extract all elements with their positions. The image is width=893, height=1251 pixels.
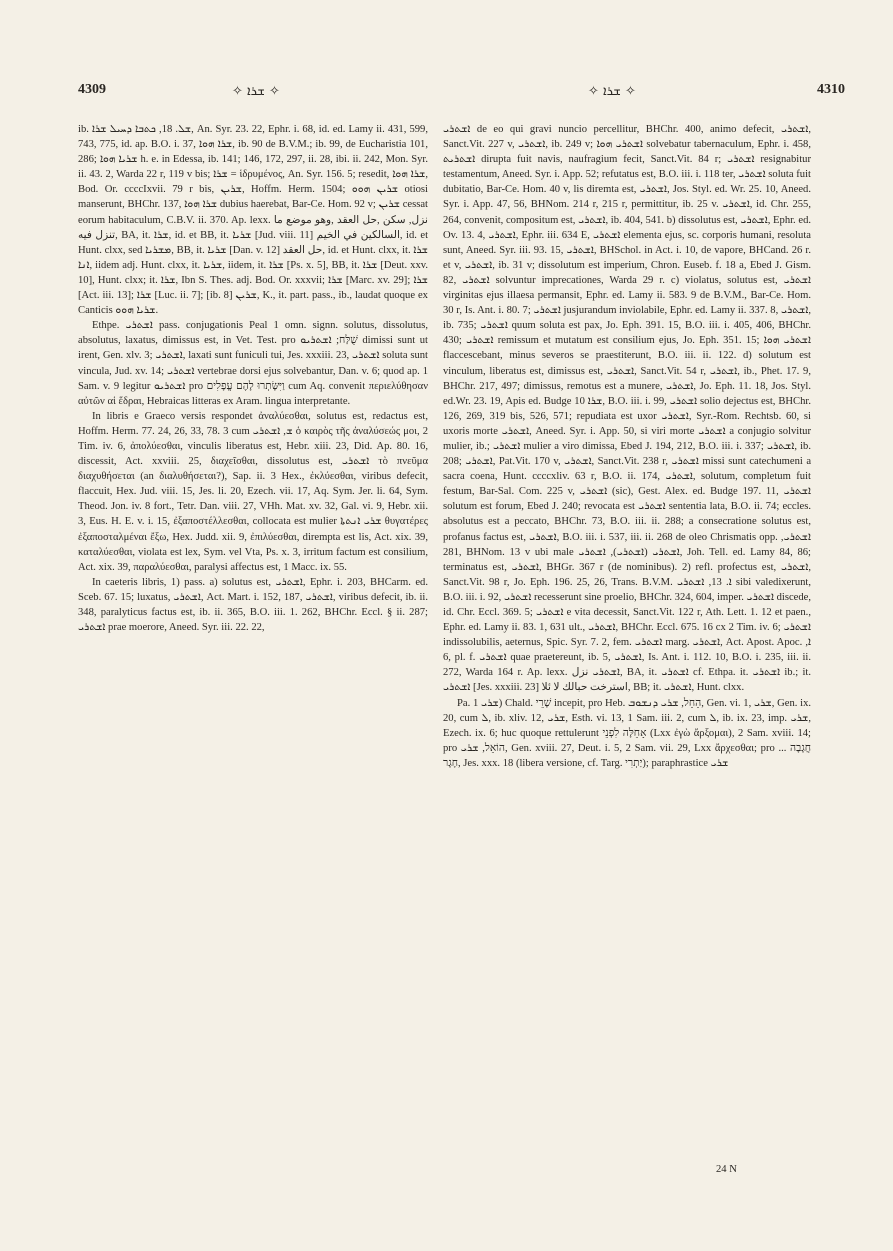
left-paragraph-other-books: In caeteris libris, 1) pass. a) solutus est, ܐܫܬܪܝ, Ephr. i. 203, BHCarm. ed. Sceb. 67. 15; luxatus, ܐܫܬܪܝ, Act. Mart. i. 152, 187, ܐܫܬܪܝ, viribus defecit, ib. ii. 348, paralyticus factus est, ib. ii. 365, B.O. iii. 1. 262, BHChr. Eccl. § ii. 287; ܐܫܬܪܝ prae moerore, Aneed. Syr. iii. 22. 22,	[78, 576, 429, 634]
left-running-headword: ✧ ܫܪܐ ✧	[232, 84, 280, 99]
right-running-headword: ✧ ܫܪܐ ✧	[588, 84, 636, 99]
left-page-number: 4309	[78, 82, 106, 97]
right-column	[443, 122, 811, 771]
right-page-number: 4310	[817, 82, 845, 97]
left-paragraph-greek-versions: In libris e Graeco versis respondet ἀναλύεσθαι, solutus est, redactus est, Hoffm. Herm. 77. 24, 26, 33, 78. 3 cum ܫ, ܐܫܬܪܝ ὁ καιρὸς τῆς ἀναλύσεώς μοι, 2 Tim. iv. 6, ἀπολύεσθαι, vinculis liberatus est, Hebr. xiii. 23, Did. Ap. 80. 16, discessit, Act. xxviii. 25, διαχεῖσθαι, dissolutus est, ܐܫܬܪܝ τὸ πνεῦμα διαχυθήσεται (an διαλυθήσεται?), Sap. ii. 3 Hex., ἐκλύεσθαι, viribus defecit, flaccuit, Hex. Jud. viii. 15, Jes. li. 20, Ezech. vii. 17, Aq. Sym. Jer. li. 64, Sym. Theod. Jon. iv. 8 fort., Tetr. Dan. viii. 27, VHh. Mat. xv. 32, Gal. vi. 9, Hebr. xii. 3, Eus. H. E. v. i. 15, ἐξαποστέλλεσθαι, collocata est mulier ܫܪܝ ܐܢܬܬܐ θυγατέρες ἐξαποσταλμέναι ἔξω, Hex. Judd. xii. 9, ἐπιλύεσθαι, dirempta est lis, Act. xix. 39, καταλύεσθαι, violata est lex, Sym. vel Vta, Ps. x. 3, irritum factum est consilium, Act. xix. 39, παραλύεσθαι, paralysi affectus est, 1 Macc. ix. 55.	[78, 410, 428, 573]
right-paragraph-pael: Pa. ܫܪܝ 1) Chald. שָׁרֵי incepit, pro Heb. הֵחֵל, ܫܪܝ ܕܢܫܘܒ, Gen. vi. 1, ܫܪܝ, Gen. ix. 20, cum ܠ, ib. xliv. 12, ܫܪܝ, Esth. vi. 13, 1 Sam. iii. 2, cum ܠ, ib. ix. 23, imp. ܫܪܝ, Ezech. ix. 6; huc quoque rettulerunt אָחֵלָּה לִפְנֵי (Lxx ἐγὼ ἄρξομαι), 2 Sam. xviii. 14; pro הוֹאֵל, ܫܪܝ, Gen. xviii. 27, Deut. i. 5, 2 Sam. vii. 29, Lxx ἄρχεσθαι; pro חֲגָבָה ... חָגָר, Jes. xxx. 18 (libera versione, cf. Targ. יַתְרִי); paraphrastice ܫܪܝ	[443, 697, 812, 769]
left-paragraph-ethpe: Ethpe. ܐܫܬܪܝ pass. conjugationis Peal 1 omn. signn. solutus, dissolutus, absolutus, laxatus, dimissus est, in Vet. Test. pro שֻׁלַּח; ܐܫܬܪܝܘ dimissi sunt ut irent, Gen. xlv. 3; ܐܫܬܪܝ, laxati sunt funiculi tui, Jes. xxxiii. 23, ܐܫܬܪܝ soluta sunt vincula, Jud. xv. 14; ܐܫܬܪܝ vertebrae dorsi ejus solvebantur, Dan. v. 6; quod ap. 1 Sam. v. 9 legitur ܐܫܬܪܝܘ pro וַיִּשָּׂתְרוּ לָהֶם עֳפָלִים cum Aq. convenit περιελύθησαν αὐτῶν αἱ ἕδραι, Hebraicas litteras ex Aram. lingua interpretante.	[78, 320, 428, 407]
right-paragraph-1: ܐܫܬܪܝ de eo qui gravi nuncio percellitur, BHChr. 400, animo defecit, ܐܫܬܪܝ, Sanct.Vit. 227 v, ܐܫܬܪܝ, ib. 249 v; ܐܫܬܪܝ ܗܘܐ solvebatur tabernaculum, Ephr. i. 458, ܐܫܬܪܝܬ dirupta fuit navis, naufragium fecit, Sanct.Vit. 84 r; ܐܫܬܪܝ resignabitur testamentum, Aneed. Syr. i. App. 52; refutatus est, B.O. iii. i. 118 ter, ܐܫܬܪܝ soluta fuit dubitatio, Bar-Ce. Hom. 40 v, lis diremta est, ܐܫܬܪܝ, Jos. Styl. ed. Wr. 25. 10, Aneed. Syr. i. App. 47, 56, BHNom. 214 r, 215 r, permittitur, ib. 25 v. ܐܫܬܪܝ, id. Chr. 255, 264, convenit, compositum est, ܐܫܬܪܝ, ib. 404, 541. b) dissolutus est, ܐܫܬܪܝ, Ephr. ed. Ov. 13. 4, ܐܫܬܪܝ, Ephr. iii. 634 E, ܐܫܬܪܝ elementa ejus, sc. corporis humani, resoluta sunt, Aneed. Syr. iii. 93. 15, ܐܫܬܪܝ, BHSchol. in Act. i. 10, de vapore, BHCand. 26 r. et v, ܐܫܬܪܝ, ib. 31 v; dissolutum est imperium, Chron. Euseb. f. 18 a, Ebed J. Gism. 82, ܐܫܬܪܝ solvuntur imprecationes, Warda 29 r. c) violatus, solutus est, ܐܫܬܪܝ virginitas ejus illaesa permansit, Ephr. ed. Lamy ii. 583. 9 de B.V.M., Bar-Ce. Hom. 30 r, Is. Ant. i. 80. 7; ܐܫܬܪܝ jusjurandum inviolabile, Ephr. ed. Lamy ii. 337. 8, ܐܫܬܪܝ, ib. 735; ܐܫܬܪܝ quum soluta est pax, Jo. Eph. 391. 15, B.O. iii. i. 405, 406, BHChr. 430; ܐܫܬܪܝ remissum et mutatum est consilium ejus, Jo. Eph. 351. 15; ܐܫܬܪܝ ܗܘܐ flaccescebant, minus severos se praestiterunt, B.O. iii. ii. 122. d) solutum est vinculum, liberatus est, dimissus est, ܐܫܬܪܝ, Sanct.Vit. 54 r, ܐܫܬܪܝ, ib., Phet. 17. 9, BHChr. 217, 497; dimissus, remotus est a munere, ܐܫܬܪܝ, Jo. Eph. 11. 18, Jos. Styl. ed.Wr. 23. 19, Apis ed. Budge ܫܪܐ 10, B.O. iii. i. 99, ܐܫܬܪܝ solio dejectus est, BHChr. 126, 269, 319 bis, 526, 571; repudiata est uxor ܐܫܬܪܝ, Syr.-Rom. Rechtsb. 60, si uxoris morte ܐܫܬܪܝ, Aneed. Syr. i. App. 50, si viri morte ܐܫܬܪܝ a conjugio solvitur mulier, ib.; ܐܫܬܪܝ mulier a viro dimissa, Ebed J. 194, 212, B.O. iii. i. 337; ܐܫܬܪܝ, ib. 208; ܐܫܬܪܝ, Pat.Vit. 170 v, ܐܫܬܪܝ, Sanct.Vit. 238 r, ܐܫܬܪܝ missi sunt catechumeni a sacra coena, Hunt. ccccxliv. 63 r, B.O. ii. 174, ܐܫܬܪܝ, solutum, completum fuit festum, Bar-Sal. Com. 225 v, ܐܫܬܪܝ (sic), Gest. Alex. ed. Budge 197. 11, ܐܫܬܪܝ solutum est forum, Ebed J. 240; revocata est ܐܫܬܪܝ sententia lata, B.O. ii. 74; eccles. absolutus est a peccato, BHChr. 73, B.O. iii. ii. 288; a consecratione solutus est, profanus factus est, ܐܫܬܪܝ, B.O. iii. i. 537, iii. ii. 268 de oleo Chrismatis opp. ܐܫܬܪܝ, 281, BHNom. 13 v ubi male ܐܫܬܪܝ (ܐܫܬܪܝ), ܐܫܬܪܝ, Joh. Tell. ed. Lamy 84, 86; terminatus est, ܐܫܬܪܝ, BHGr. 367 r (de nominibus). 2) refl. profectus est, ܐܫܬܪܝ, Sanct.Vit. 98 r, Jo. Eph. 196. 25, 26, Trans. B.V.M. ܐ. 13, ܐܫܬܪܝ sibi valedixerunt, B.O. iii. i. 92, ܐܫܬܪܝ recesserunt sine proelio, BHChr. 324, 604, imper. ܐܫܬܪܝ discede, id. Chr. Eccl. 369. 5; ܐܫܬܪܝ e vita decessit, Sanct.Vit. 122 r, Ath. Lett. 1. 12 et paen., Ephr. ed. Lamy ii. 83. 1, 631 ult., ܐܫܬܪܝ, BHChr. Eccl. 675. 16 cx 2 Tim. iv. 6; ܐܫܬܪܝ indissolubilis, aeternus, Spic. Syr. 7. 2, fem. ܐܫܬܪܝ marg. ܐܫܬܪܝ, Act. Apost. Apoc. ܐ, 6, pl. f. ܐܫܬܪܝ quae praetereunt, ib. 5, ܐܫܬܪܝ, Is. Ant. i. 112. 10, B.O. i. 235, iii. ii. 272, Warda 164 r. Ap. lexx. ܐܫܬܪܝ نزل, BA, it. ܐܫܬܪܝ cf. Ethpa. it. ܐܫܬܪܝ ib.; it. ܐܫܬܪܝ [Jes. xxxiii. 23] استرخت حبالك لا ئلا, BB; it. ܐܫܬܪܝ, Hunt. clxx.	[443, 124, 812, 694]
signature-mark: 24 N	[716, 1164, 737, 1175]
left-paragraph-1: ib. ܫܠ. 18, ܟܬܒܐ ܕܚܝܠ ܫܪܐ, An. Syr. 23. 22, Ephr. i. 68, id. ed. Lamy ii. 431, 599, 743, 775, id. ap. B.O. i. 37, ܫܪܐ ܗܘܐ, ib. 90 de B.V.M.; ib. 99, de Eucharistia 101, 286; ܫܪܝܐ ܗܘܐ h. e. in Edessa, ib. 141; 146, 172, 297, ii. 28, ibi. ii. 242, Mon. Syr. ii. 43. 2, Warda 22 r, 119 v bis; ܫܪܐ = ἱδρυμένος, An. Syr. 156. 5; resedit, ܫܪܐ ܗܘܐ, Bod. Or. ccccIxvii. 79 r bis, ܫܪܝܢ, Hoffm. Herm. 1504; ܫܪܝܢ ܗܘܘ otiosi manserunt, BHChr. 137, ܫܪܐ ܗܘܐ dubius haerebat, Bar-Ce. Hom. 92 v; ܫܪܝܢ cessat eorum habitaculum, C.B.V. ii. 370. Ap. lexx. نزل, سكن ,حل العقد ,وهو موضع ما تنزل فيه, BA, it. ܫܪܐ, id. et BB, it. ܫܪܝܐ [Jud. viii. 11] السالكين في الخيم, id. et Hunt. clxx, sed ܡܫܪܝܐ, BB, it. ܫܪܝܐ [Dan. v. 12] حل العقد, id. et Hunt. clxx, it. ܫܪܐ ܐܢܐ, iidem adj. Hunt. clxx, it. ܫܪܝܐ, iidem, it. ܫܪܐ [Ps. x. 5], BB, it. ܫܪܐ [Deut. xxv. 10], Hunt. clxx; it. ܫܪܐ, Ibn S. Thes. adj. Bod. Or. xxxvii; ܫܪܐ [Marc. xv. 29]; ܫܪܐ [Act. iii. 13]; ܫܪܐ [Luc. ii. 7]; [ib. 8] ܫܪܝܢ, K., it. part. pass., ib., laudat quoque ex Canticis ܫܪܝܐ ܗܘܘ.	[78, 124, 429, 317]
left-column	[78, 122, 428, 635]
